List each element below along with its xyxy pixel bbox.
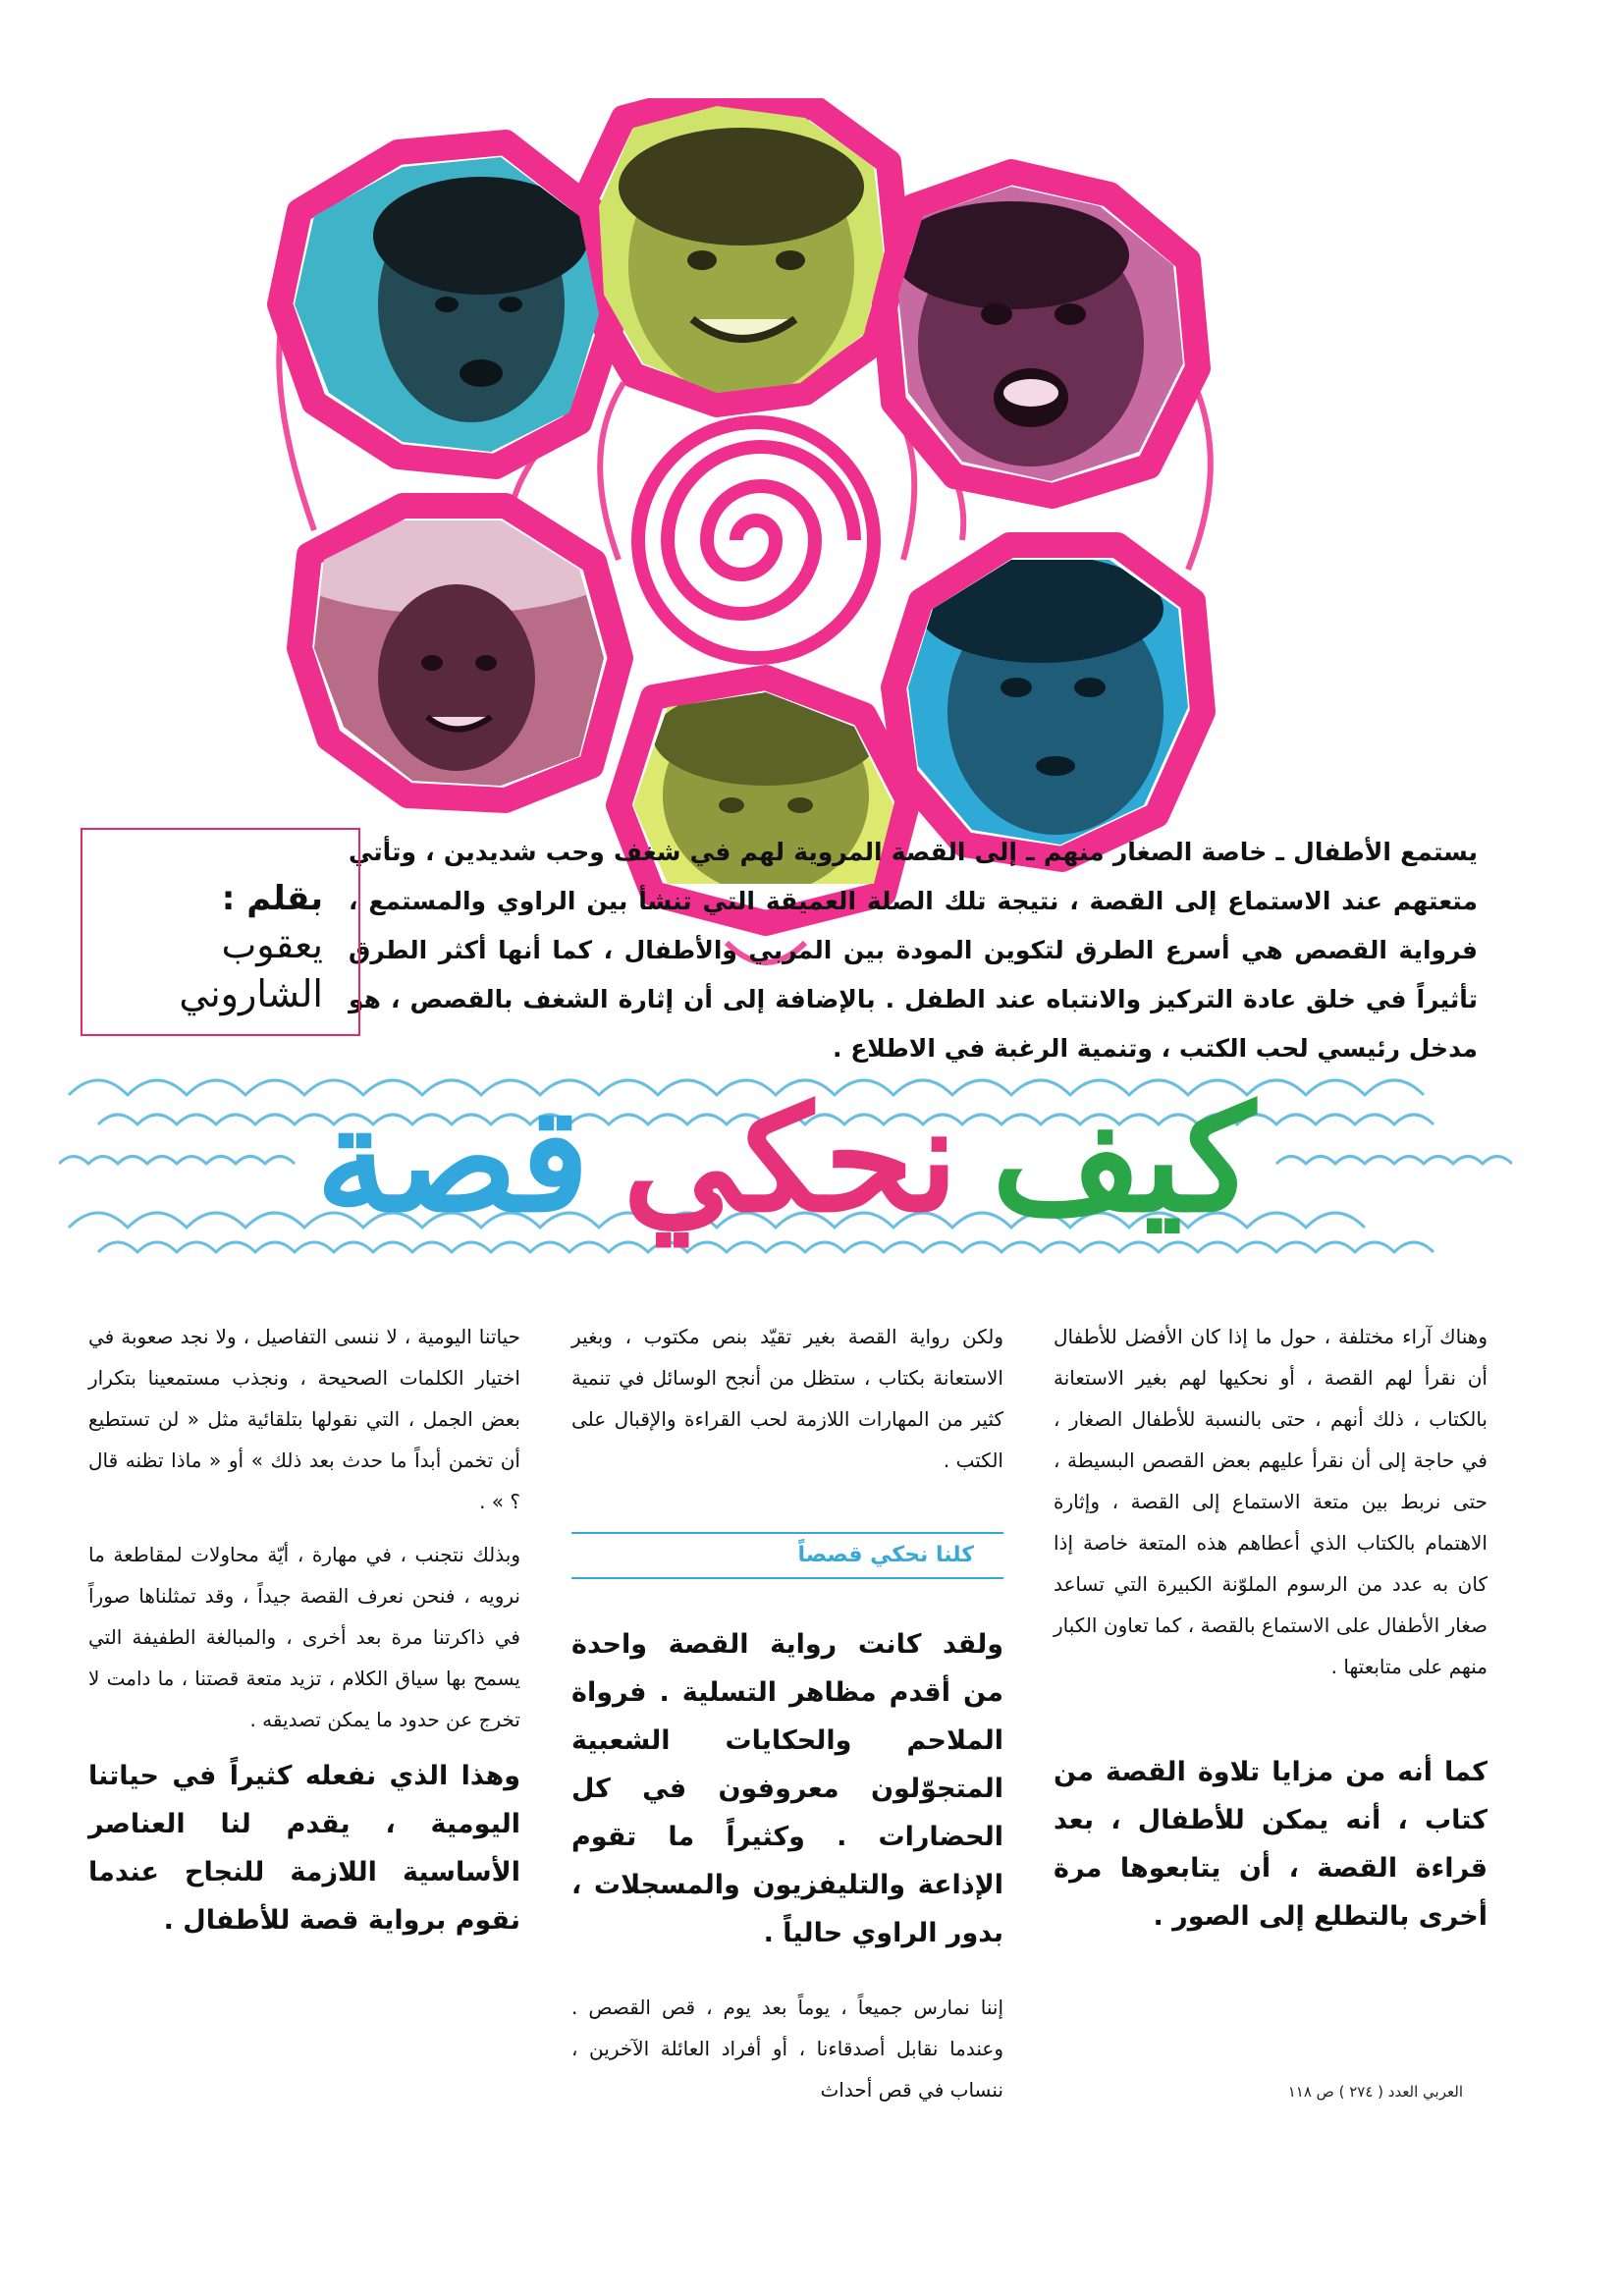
column-left bbox=[88, 1316, 520, 1944]
col3-paragraph-3: وهذا الذي نفعله كثيراً في حياتنا اليومية ، يقدم لنا العناصر الأساسية اللازمة للنجاح عندما نقوم برواية قصة للأطفال . bbox=[88, 1761, 520, 1936]
section-subheading: كلنا نحكي قصصاً bbox=[571, 1532, 1003, 1579]
intro-paragraph: يستمع الأطفال ـ خاصة الصغار منهم ـ إلى القصة المروية لهم في شغف وحب شديدين ، وتأتي متعتهم عند الاستماع إلى القصة ، نتيجة تلك الصلة العميقة التي تنشأ بين الراوي والمستمع ، فرواية القصص هي أسرع الطرق لتكوين المودة بين المربي والأطفال ، كما أنها أكثر الطرق تأثيراً في خلق عادة التركيز والانتباه عند الطفل . بالإضافة إلى أن إثارة الشغف بالقصص ، هو مدخل رئيسي لحب الكتب ، وتنمية الرغبة في الاطلاع . bbox=[349, 838, 1478, 1063]
article-title bbox=[59, 1061, 1512, 1257]
col3-spacer-1 bbox=[88, 1522, 520, 1534]
col3-paragraph-1: حياتنا اليومية ، لا ننسى التفاصيل ، ولا نجد صعوبة في اختيار الكلمات الصحيحة ، ونجذب مستمعينا بتكرار بعض الجمل ، التي نقولها بتلقائية مثل « لن تستطيع أن تخمن أبداً ما حدث بعد ذلك » أو « ماذا تظنه قال ؟ » . bbox=[88, 1325, 520, 1513]
column-middle-lower bbox=[571, 1620, 1003, 2110]
col3-spacer-2 bbox=[88, 1740, 520, 1752]
col1-spacer bbox=[1054, 1687, 1488, 1748]
col2-spacer bbox=[571, 1957, 1003, 1987]
author-name-line1: يعقوب bbox=[221, 923, 323, 966]
col2-paragraph-2: ولقد كانت رواية القصة واحدة من أقدم مظاهر التسلية . فرواة الملاحم والحكايات الشعبية المتجوّلون معروفون في كل الحضارات . وكثيراً ما تقوم الإذاعة والتليفزيون والمسجلات ، بدور الراوي حالياً . bbox=[571, 1629, 1003, 1948]
column-middle bbox=[571, 1316, 1003, 1481]
col2-paragraph-3: إننا نمارس جميعاً ، يوماً بعد يوم ، قص القصص . وعندما نقابل أصدقاءنا ، أو أفراد العائلة الآخرين ، ننساب في قص أحداث bbox=[571, 1995, 1003, 2102]
title-word-qissa: قصة bbox=[315, 1073, 590, 1244]
page-footer: العربي العدد ( ٢٧٤ ) ص ١١٨ bbox=[1287, 2083, 1463, 2101]
col1-paragraph-2: كما أنه من مزايا تلاوة القصة من كتاب ، أنه يمكن للأطفال ، بعد قراءة القصة ، أن يتابعوها مرة أخرى بالتطلع إلى الصور . bbox=[1054, 1757, 1488, 1932]
author-name-line2: الشاروني bbox=[179, 972, 323, 1015]
author-byline bbox=[81, 828, 360, 1036]
title-word-nahki: نحكي bbox=[622, 1073, 958, 1244]
col3-paragraph-2: وبذلك نتجنب ، في مهارة ، أيّة محاولات لمقاطعة ما نرويه ، فنحن نعرف القصة جيداً ، وقد تمثلناها صوراً في ذاكرتنا مرة بعد أخرى ، والمبالغة الطفيفة التي يسمح بها سياق الكلام ، تزيد متعة قصتنا ، ما دامت لا تخرج عن حدود ما يمكن تصديقه . bbox=[88, 1543, 520, 1731]
rose-spiral bbox=[638, 422, 874, 658]
title-word-kayfa: كيف bbox=[991, 1073, 1256, 1244]
col2-paragraph-1: ولكن رواية القصة بغير تقيّد بنص مكتوب ، وبغير الاستعانة بكتاب ، ستظل من أنجح الوسائل في تنمية كثير من المهارات اللازمة لحب القراءة والإقبال على الكتب . bbox=[571, 1325, 1003, 1472]
column-right bbox=[1054, 1316, 1488, 1941]
byline-label: بقلم : bbox=[221, 879, 323, 918]
col1-paragraph-1: وهناك آراء مختلفة ، حول ما إذا كان الأفضل للأطفال أن نقرأ لهم القصة ، أو نحكيها لهم بغير الاستعانة بالكتاب ، ذلك أنهم ، حتى بالنسبة للأطفال الصغار ، في حاجة إلى أن نقرأ عليهم بعض القصص البسيطة ، حتى نربط بين متعة الاستماع إلى القصة ، وإثارة الاهتمام بالكتاب الذي أعطاهم هذه المتعة خاصة إذا كان به عدد من الرسوم الملوّنة الكبيرة التي تساعد صغار الأطفال على الاستماع بالقصة ، كما تعاون الكبار منهم على متابعتها . bbox=[1054, 1325, 1488, 1678]
